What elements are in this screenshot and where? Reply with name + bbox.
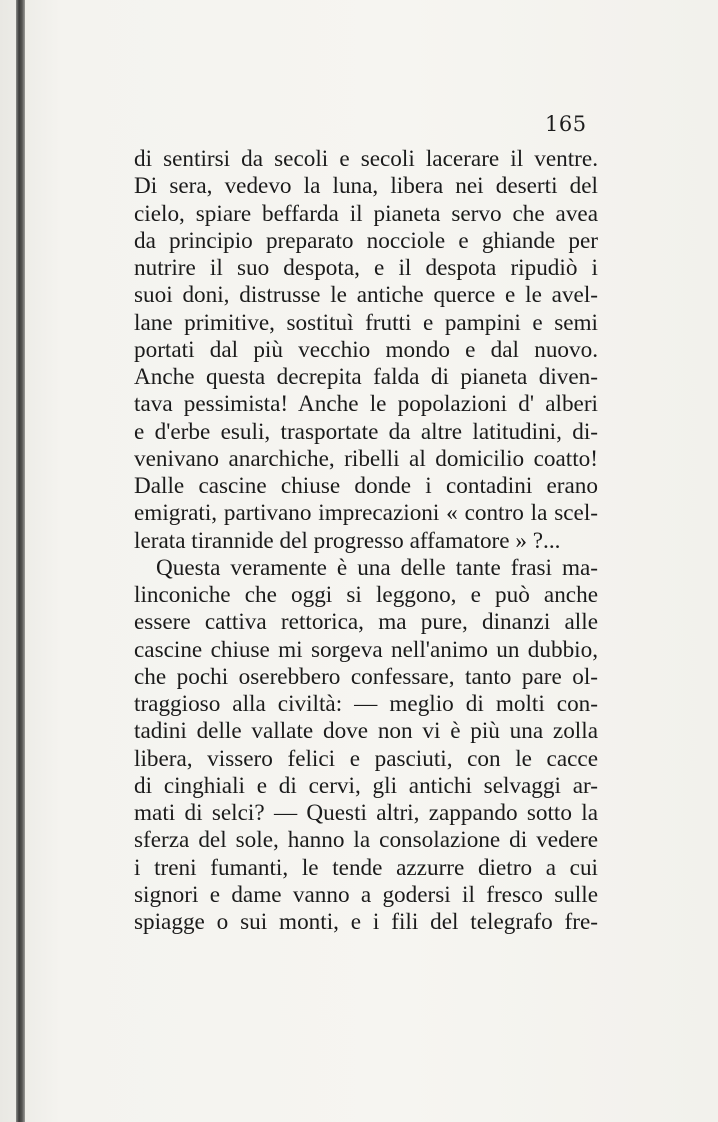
text-line: cielo, spiare beffarda il pianeta servo che avea [134,200,598,227]
text-line: libera, vissero felici e pasciuti, con le cacce [134,745,598,772]
text-line: signori e dame vanno a godersi il fresco sulle [134,881,598,908]
text-line: tadini delle vallate dove non vi è più una zolla [134,718,598,745]
text-line: Di sera, vedevo la luna, libera nei deserti del [134,173,598,200]
text-line: da principio preparato nocciole e ghiande per [134,227,598,254]
text-line: suoi doni, distrusse le antiche querce e le avel- [134,282,598,309]
text-line: essere cattiva rettorica, ma pure, dinanzi alle [134,609,598,636]
text-line: di cinghiali e di cervi, gli antichi selvaggi ar- [134,772,598,799]
text-line: sferza del sole, hanno la consolazione di vedere [134,827,598,854]
text-line: nutrire il suo despota, e il despota ripudiò i [134,255,598,281]
text-line: mati di selci? — Questi altri, zappando sotto la [134,800,598,826]
body-text [134,146,598,936]
text-line: portati dal più vecchio mondo e dal nuovo. [134,336,598,363]
paragraph-end-line: lerata tirannide del progresso affamatore » ?... [134,527,561,554]
text-line: traggioso alla civiltà: — meglio di molti con- [134,691,598,717]
text-line: spiagge o sui monti, e i fili del telegrafo fre- [134,909,598,935]
text-line: di sentirsi da secoli e secoli lacerare il ventre. [134,146,598,172]
text-line: linconiche che oggi si leggono, e può anche [134,582,598,608]
text-line: venivano anarchiche, ribelli al domicilio coatto! [134,445,598,472]
text-line: che pochi oserebbero confessare, tanto pare ol- [134,663,598,690]
text-line: emigrati, partivano imprecazioni « contro la scel- [134,500,598,527]
text-line: i treni fumanti, le tende azzurre dietro a cui [134,854,598,881]
text-line: cascine chiuse mi sorgeva nell'animo un dubbio, [134,636,598,663]
text-line: lane primitive, sostituì frutti e pampini e semi [134,309,598,336]
page-binding-edge [16,0,25,1122]
text-line: tava pessimista! Anche le popolazioni d' alberi [134,391,598,418]
page-number: 165 [545,112,587,136]
text-line: e d'erbe esuli, trasportate da altre latitudini, di- [134,418,598,445]
text-line: Dalle cascine chiuse donde i contadini erano [134,473,598,499]
text-line: Anche questa decrepita falda di pianeta diven- [134,364,598,390]
paragraph-start-line: Questa veramente è una delle tante frasi ma- [156,554,598,581]
